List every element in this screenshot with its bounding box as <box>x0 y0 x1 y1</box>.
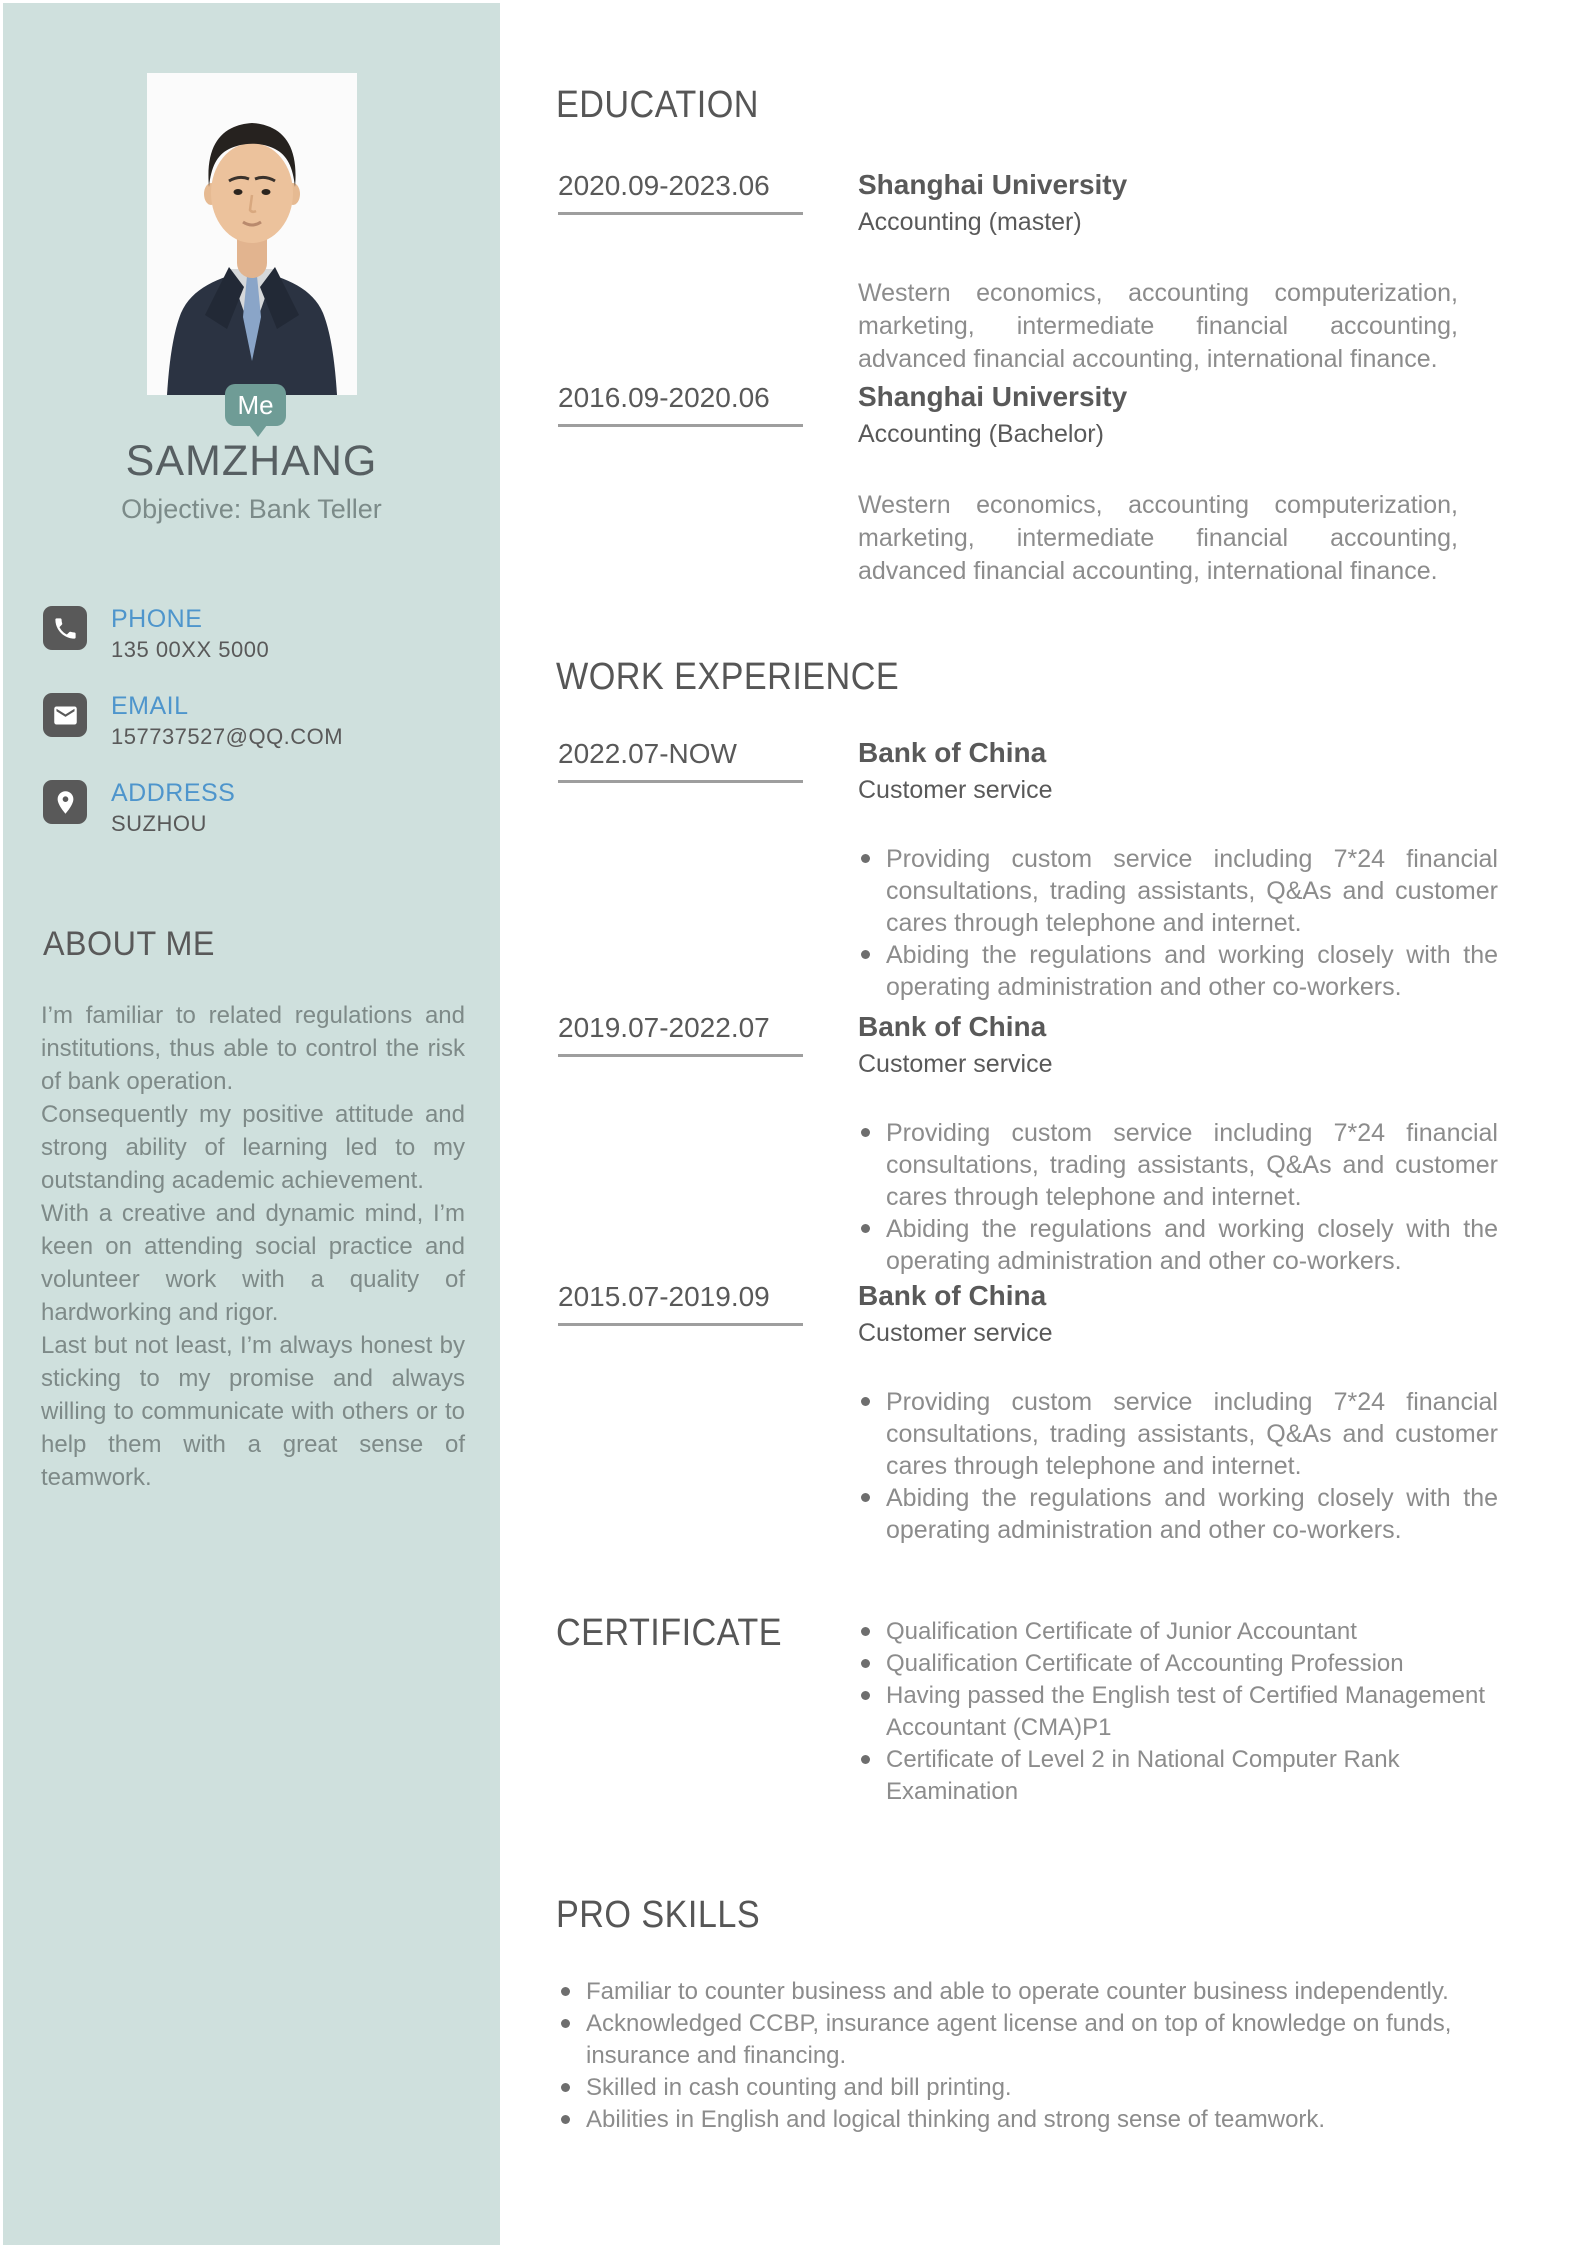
address-value: SUZHOU <box>111 811 207 836</box>
about-me-text <box>41 999 465 1494</box>
person-name: SAMZHANG <box>125 437 378 485</box>
objective-text: Objective: Bank Teller <box>121 494 382 524</box>
work-1-bullets <box>858 843 1498 1003</box>
phone-value: 135 00XX 5000 <box>111 637 270 662</box>
work-bullet: Providing custom service including 7*24 financial consultations, trading assistants, Q&As and customer cares through telephone and internet. <box>858 843 1498 939</box>
certificate-item: Having passed the English test of Certified Management Accountant (CMA)P1 <box>858 1680 1498 1744</box>
education-1-period: 2020.09-2023.06 <box>558 170 803 215</box>
address-icon <box>43 780 87 824</box>
education-2-period: 2016.09-2020.06 <box>558 382 803 427</box>
certificate-list <box>858 1616 1498 1808</box>
email-label: EMAIL <box>111 692 189 720</box>
contact-row-address <box>43 779 463 837</box>
email-icon <box>43 693 87 737</box>
about-paragraph: Last but not least, I’m always honest by sticking to my promise and always willing to communicate with others or to help them with a great sense of teamwork. <box>41 1332 465 1491</box>
about-paragraph: I’m familiar to related regulations and institutions, thus able to control the risk of bank operation. <box>41 1002 465 1095</box>
work-1-company: Bank of China <box>858 737 1047 768</box>
work-entry-1 <box>558 738 1498 1003</box>
education-1-school: Shanghai University <box>858 169 1128 200</box>
education-2-description: Western economics, accounting computerization, marketing, intermediate financial accounting, advanced financial accounting, international finance. <box>858 491 1458 585</box>
phone-label: PHONE <box>111 605 203 633</box>
education-entry-1 <box>558 170 1498 376</box>
work-3-bullets <box>858 1386 1498 1546</box>
about-paragraph: With a creative and dynamic mind, I’m keen on attending social practice and volunteer work with a quality of hardworking and rigor. <box>41 1200 465 1326</box>
certificate-heading: CERTIFICATE <box>556 1612 782 1654</box>
contact-row-phone <box>43 605 463 663</box>
work-experience-heading: WORK EXPERIENCE <box>556 656 900 698</box>
address-label: ADDRESS <box>111 779 236 807</box>
sidebar <box>3 3 500 2245</box>
pro-skills-list <box>558 1976 1498 2136</box>
work-2-period: 2019.07-2022.07 <box>558 1012 803 1057</box>
work-entry-2 <box>558 1012 1498 1277</box>
education-2-degree: Accounting (Bachelor) <box>858 420 1104 448</box>
work-2-bullets <box>858 1117 1498 1277</box>
education-2-school: Shanghai University <box>858 381 1128 412</box>
certificate-item: Qualification Certificate of Accounting Profession <box>858 1648 1498 1680</box>
work-1-role: Customer service <box>858 776 1053 804</box>
pro-skill-item: Skilled in cash counting and bill printing. <box>558 2072 1498 2104</box>
work-bullet: Abiding the regulations and working closely with the operating administration and other co-workers. <box>858 1482 1498 1546</box>
me-badge <box>225 384 286 426</box>
education-1-degree: Accounting (master) <box>858 208 1082 236</box>
email-value: 157737527@QQ.COM <box>111 724 344 749</box>
contact-list <box>43 605 463 866</box>
profile-photo <box>147 73 357 395</box>
work-1-period: 2022.07-NOW <box>558 738 803 783</box>
about-me-heading: ABOUT ME <box>43 925 215 963</box>
work-2-company: Bank of China <box>858 1011 1047 1042</box>
certificate-item: Certificate of Level 2 in National Computer Rank Examination <box>858 1744 1498 1808</box>
work-entry-3 <box>558 1281 1498 1546</box>
profile-photo-illustration <box>147 73 357 395</box>
pro-skills-heading: PRO SKILLS <box>556 1894 761 1936</box>
education-entry-2 <box>558 382 1498 588</box>
work-3-role: Customer service <box>858 1319 1053 1347</box>
me-badge-label: Me <box>237 389 274 420</box>
work-3-company: Bank of China <box>858 1280 1047 1311</box>
education-1-description: Western economics, accounting computerization, marketing, intermediate financial accounting, advanced financial accounting, international finance. <box>858 279 1458 373</box>
work-bullet: Abiding the regulations and working closely with the operating administration and other co-workers. <box>858 1213 1498 1277</box>
contact-row-email <box>43 692 463 750</box>
phone-icon <box>43 606 87 650</box>
education-heading: EDUCATION <box>556 84 759 126</box>
pro-skill-item: Acknowledged CCBP, insurance agent license and on top of knowledge on funds, insurance and financing. <box>558 2008 1498 2072</box>
pro-skill-item: Abilities in English and logical thinking and strong sense of teamwork. <box>558 2104 1498 2136</box>
certificate-item: Qualification Certificate of Junior Accountant <box>858 1616 1498 1648</box>
work-bullet: Providing custom service including 7*24 financial consultations, trading assistants, Q&As and customer cares through telephone and internet. <box>858 1117 1498 1213</box>
work-2-role: Customer service <box>858 1050 1053 1078</box>
work-3-period: 2015.07-2019.09 <box>558 1281 803 1326</box>
work-bullet: Providing custom service including 7*24 financial consultations, trading assistants, Q&As and customer cares through telephone and internet. <box>858 1386 1498 1482</box>
pro-skill-item: Familiar to counter business and able to operate counter business independently. <box>558 1976 1498 2008</box>
about-paragraph: Consequently my positive attitude and strong ability of learning led to my outstanding academic achievement. <box>41 1101 465 1194</box>
work-bullet: Abiding the regulations and working closely with the operating administration and other co-workers. <box>858 939 1498 1003</box>
